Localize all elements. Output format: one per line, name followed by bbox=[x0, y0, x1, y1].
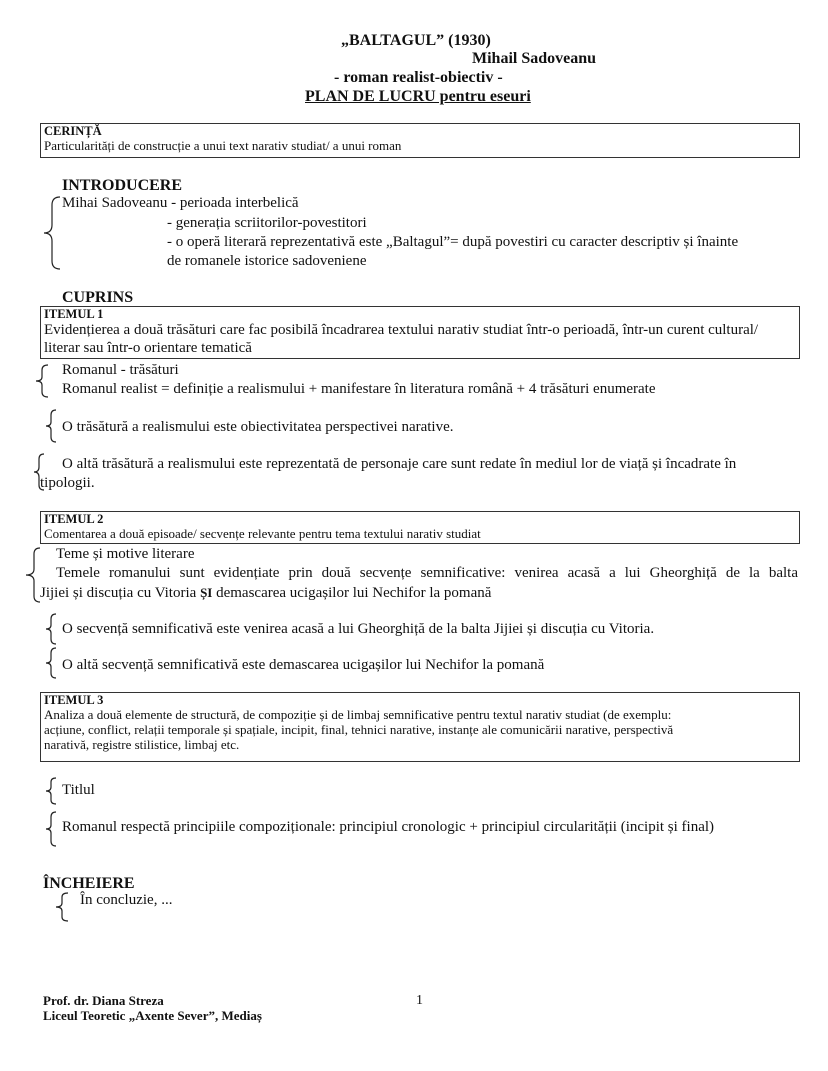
itemul1-point1-line1: Romanul - trăsături bbox=[62, 362, 179, 378]
author-name: Mihail Sadoveanu bbox=[472, 50, 597, 67]
itemul2-text-part2: demascarea ucigașilor lui Nechifor la pomană bbox=[216, 585, 492, 601]
plan-subtitle: PLAN DE LUCRU pentru eseuri bbox=[305, 88, 531, 105]
brace-icon bbox=[40, 195, 62, 271]
cerinta-box bbox=[40, 123, 800, 158]
incheiere-text: În concluzie, ... bbox=[80, 892, 173, 908]
intro-line-3: - o operă literară reprezentativă este „Baltagul”= după povestiri cu caracter descriptiv și înainte bbox=[167, 234, 739, 250]
itemul3-line-1: Analiza a două elemente de structură, de compoziție și de limbaj semnificative pentru textul narativ studiat (de exemplu: bbox=[44, 707, 672, 722]
cerinta-text: Particularități de construcție a unui text narativ studiat/ a unui roman bbox=[44, 138, 402, 153]
itemul2-point1-line2: Temele romanului sunt evidențiate prin două secvențe semnificative: venirea acasă a lui Gheorghiță de la balta bbox=[56, 565, 798, 581]
brace-icon bbox=[32, 362, 52, 400]
incheiere-heading: ÎNCHEIERE bbox=[43, 875, 135, 892]
intro-line-1: Mihai Sadoveanu - perioada interbelică bbox=[62, 195, 299, 211]
itemul2-text-part1: Jijiei și discuția cu Vitoria bbox=[40, 585, 197, 601]
brace-icon bbox=[42, 776, 62, 806]
itemul1-label: ITEMUL 1 bbox=[44, 307, 104, 321]
itemul1-point1-line2: Romanul realist = definiție a realismului + manifestare în literatura română + 4 trăsături enumerate bbox=[62, 381, 656, 397]
itemul3-line-3: narativă, registre stilistice, limbaj etc. bbox=[44, 737, 240, 752]
footer-school: Liceul Teoretic „Axente Sever”, Mediaș bbox=[43, 1008, 262, 1023]
brace-icon bbox=[52, 891, 72, 923]
genre-label: - roman realist-obiectiv - bbox=[334, 69, 503, 86]
itemul3-point1: Titlul bbox=[62, 782, 95, 798]
introducere-heading: INTRODUCERE bbox=[62, 177, 183, 194]
footer-author: Prof. dr. Diana Streza bbox=[43, 993, 164, 1008]
itemul2-emphasis: ȘI bbox=[200, 585, 213, 600]
itemul2-point1-line1: Teme și motive literare bbox=[56, 546, 195, 562]
itemul2-label: ITEMUL 2 bbox=[44, 512, 104, 526]
itemul2-box bbox=[40, 511, 800, 544]
itemul1-point3-line1: O altă trăsătură a realismului este reprezentată de personaje care sunt redate în mediul lor de viață și încadrate în bbox=[62, 456, 737, 472]
brace-icon bbox=[42, 408, 62, 444]
itemul2-text: Comentarea a două episoade/ secvențe relevante pentru tema textului narativ studiat bbox=[44, 526, 481, 541]
itemul2-point1-line3 bbox=[40, 583, 491, 603]
itemul1-box bbox=[40, 306, 800, 359]
intro-line-4: de romanele istorice sadoveniene bbox=[167, 253, 367, 269]
cuprins-heading: CUPRINS bbox=[62, 289, 134, 306]
itemul3-point2: Romanul respectă principiile compoziționale: principiul cronologic + principiul circularității (incipit și final) bbox=[62, 819, 715, 835]
itemul3-label: ITEMUL 3 bbox=[44, 693, 104, 707]
itemul2-point3: O altă secvență semnificativă este demascarea ucigașilor lui Nechifor la pomană bbox=[62, 657, 545, 673]
itemul3-box bbox=[40, 692, 800, 762]
brace-icon bbox=[42, 810, 62, 848]
page-number: 1 bbox=[416, 993, 423, 1008]
brace-icon bbox=[42, 646, 62, 680]
document-title: „BALTAGUL” (1930) bbox=[341, 32, 491, 49]
itemul3-line-2: acțiune, conflict, relații temporale și spațiale, incipit, final, tehnici narative, instanțe ale comunicării narative, perspectivă bbox=[44, 722, 674, 737]
itemul1-point2: O trăsătură a realismului este obiectivitatea perspectivei narative. bbox=[62, 419, 454, 435]
intro-line-2: - generația scriitorilor-povestitori bbox=[167, 215, 367, 231]
itemul1-text: Evidențierea a două trăsături care fac posibilă încadrarea textului narativ studiat într-o perioadă, într-un curent cultural/ literar sau într-o orientare tematică bbox=[44, 322, 759, 356]
brace-icon bbox=[42, 612, 62, 646]
itemul2-point2: O secvență semnificativă este venirea acasă a lui Gheorghiță de la balta Jijiei și discuția cu Vitoria. bbox=[62, 621, 655, 637]
itemul1-point3-line2: tipologii. bbox=[40, 475, 95, 491]
cerinta-label: CERINȚĂ bbox=[44, 124, 102, 138]
brace-icon bbox=[22, 545, 42, 605]
